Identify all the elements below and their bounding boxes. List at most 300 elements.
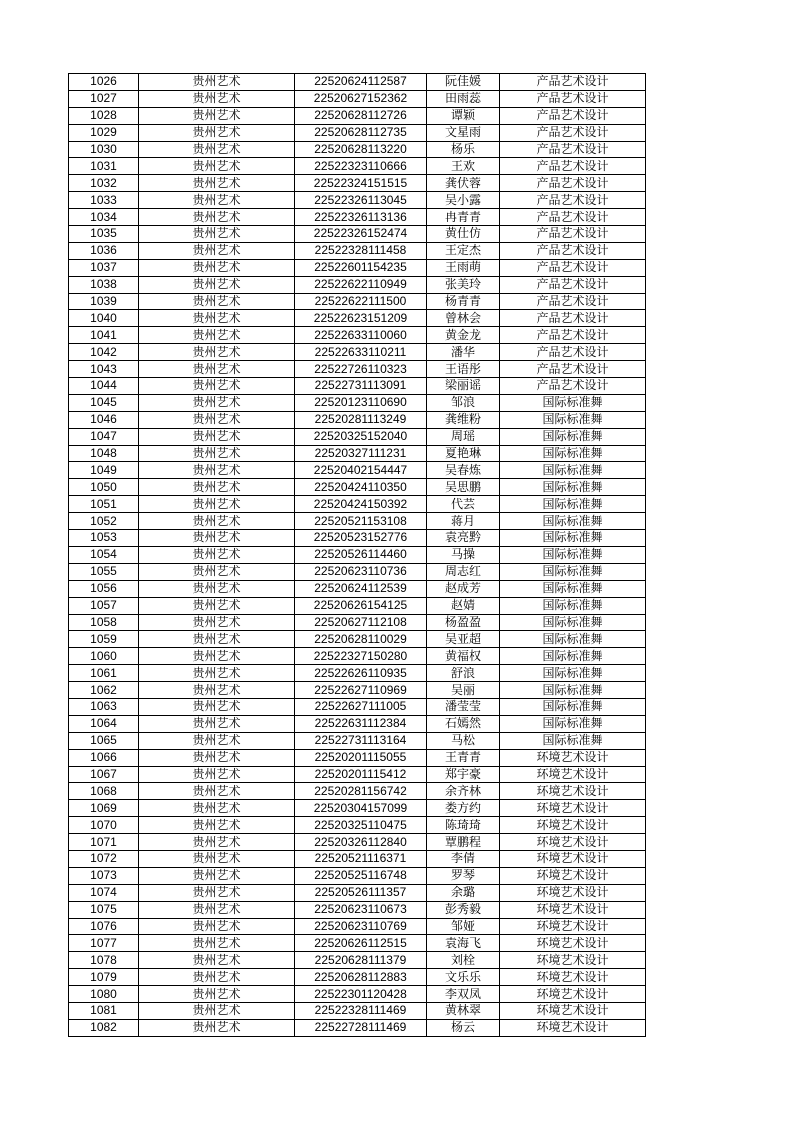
name-cell: 王青青 xyxy=(427,749,500,766)
exam-id-cell: 22520623110736 xyxy=(295,563,427,580)
name-cell: 邹娅 xyxy=(427,918,500,935)
table-row xyxy=(69,378,646,395)
exam-id-cell: 22520123110690 xyxy=(295,394,427,411)
table-row xyxy=(69,1019,646,1036)
exam-id-cell: 22520623110673 xyxy=(295,901,427,918)
school-cell: 贵州艺术 xyxy=(139,766,295,783)
serial-number-cell: 1033 xyxy=(69,192,139,209)
table-row xyxy=(69,276,646,293)
major-cell: 产品艺术设计 xyxy=(500,242,646,259)
school-cell: 贵州艺术 xyxy=(139,698,295,715)
school-cell: 贵州艺术 xyxy=(139,310,295,327)
exam-id-cell: 22522324151515 xyxy=(295,175,427,192)
table-row xyxy=(69,884,646,901)
major-cell: 环境艺术设计 xyxy=(500,935,646,952)
school-cell: 贵州艺术 xyxy=(139,800,295,817)
serial-number-cell: 1079 xyxy=(69,969,139,986)
school-cell: 贵州艺术 xyxy=(139,648,295,665)
school-cell: 贵州艺术 xyxy=(139,665,295,682)
name-cell: 王定杰 xyxy=(427,242,500,259)
table-row xyxy=(69,918,646,935)
table-row xyxy=(69,124,646,141)
serial-number-cell: 1035 xyxy=(69,226,139,243)
serial-number-cell: 1067 xyxy=(69,766,139,783)
serial-number-cell: 1071 xyxy=(69,834,139,851)
exam-id-cell: 22522633110211 xyxy=(295,344,427,361)
serial-number-cell: 1074 xyxy=(69,884,139,901)
name-cell: 文星雨 xyxy=(427,124,500,141)
serial-number-cell: 1031 xyxy=(69,158,139,175)
name-cell: 吴小露 xyxy=(427,192,500,209)
school-cell: 贵州艺术 xyxy=(139,986,295,1003)
major-cell: 国际标准舞 xyxy=(500,479,646,496)
serial-number-cell: 1061 xyxy=(69,665,139,682)
exam-id-cell: 22520525116748 xyxy=(295,867,427,884)
name-cell: 谭颖 xyxy=(427,107,500,124)
exam-id-cell: 22522726110323 xyxy=(295,361,427,378)
table-row xyxy=(69,513,646,530)
name-cell: 余璐 xyxy=(427,884,500,901)
name-cell: 阮佳媛 xyxy=(427,74,500,91)
table-row xyxy=(69,462,646,479)
serial-number-cell: 1073 xyxy=(69,867,139,884)
major-cell: 环境艺术设计 xyxy=(500,749,646,766)
table-row xyxy=(69,209,646,226)
school-cell: 贵州艺术 xyxy=(139,158,295,175)
table-row xyxy=(69,850,646,867)
major-cell: 国际标准舞 xyxy=(500,530,646,547)
name-cell: 吴思鹏 xyxy=(427,479,500,496)
serial-number-cell: 1065 xyxy=(69,732,139,749)
name-cell: 马操 xyxy=(427,546,500,563)
name-cell: 袁亮黔 xyxy=(427,530,500,547)
major-cell: 产品艺术设计 xyxy=(500,107,646,124)
school-cell: 贵州艺术 xyxy=(139,411,295,428)
school-cell: 贵州艺术 xyxy=(139,462,295,479)
serial-number-cell: 1043 xyxy=(69,361,139,378)
table-row xyxy=(69,952,646,969)
exam-id-cell: 22522728111469 xyxy=(295,1019,427,1036)
exam-id-cell: 22522622111500 xyxy=(295,293,427,310)
serial-number-cell: 1055 xyxy=(69,563,139,580)
school-cell: 贵州艺术 xyxy=(139,293,295,310)
serial-number-cell: 1057 xyxy=(69,597,139,614)
major-cell: 产品艺术设计 xyxy=(500,259,646,276)
major-cell: 国际标准舞 xyxy=(500,665,646,682)
name-cell: 郑宇豪 xyxy=(427,766,500,783)
major-cell: 环境艺术设计 xyxy=(500,783,646,800)
serial-number-cell: 1045 xyxy=(69,394,139,411)
serial-number-cell: 1029 xyxy=(69,124,139,141)
school-cell: 贵州艺术 xyxy=(139,192,295,209)
serial-number-cell: 1026 xyxy=(69,74,139,91)
serial-number-cell: 1032 xyxy=(69,175,139,192)
exam-id-cell: 22520526111357 xyxy=(295,884,427,901)
table-row xyxy=(69,986,646,1003)
school-cell: 贵州艺术 xyxy=(139,175,295,192)
name-cell: 赵成芳 xyxy=(427,580,500,597)
table-row xyxy=(69,732,646,749)
major-cell: 产品艺术设计 xyxy=(500,378,646,395)
table-row xyxy=(69,394,646,411)
exam-id-cell: 22520628110029 xyxy=(295,631,427,648)
name-cell: 罗琴 xyxy=(427,867,500,884)
serial-number-cell: 1037 xyxy=(69,259,139,276)
student-list-table xyxy=(68,73,646,1037)
table-row xyxy=(69,698,646,715)
serial-number-cell: 1072 xyxy=(69,850,139,867)
serial-number-cell: 1077 xyxy=(69,935,139,952)
major-cell: 环境艺术设计 xyxy=(500,766,646,783)
name-cell: 黄金龙 xyxy=(427,327,500,344)
major-cell: 环境艺术设计 xyxy=(500,850,646,867)
name-cell: 吴亚超 xyxy=(427,631,500,648)
school-cell: 贵州艺术 xyxy=(139,952,295,969)
school-cell: 贵州艺术 xyxy=(139,428,295,445)
table-row xyxy=(69,411,646,428)
major-cell: 产品艺术设计 xyxy=(500,124,646,141)
major-cell: 国际标准舞 xyxy=(500,648,646,665)
name-cell: 马松 xyxy=(427,732,500,749)
school-cell: 贵州艺术 xyxy=(139,394,295,411)
major-cell: 产品艺术设计 xyxy=(500,361,646,378)
name-cell: 杨青青 xyxy=(427,293,500,310)
major-cell: 产品艺术设计 xyxy=(500,158,646,175)
name-cell: 黄福权 xyxy=(427,648,500,665)
school-cell: 贵州艺术 xyxy=(139,124,295,141)
major-cell: 环境艺术设计 xyxy=(500,884,646,901)
exam-id-cell: 22520526114460 xyxy=(295,546,427,563)
major-cell: 国际标准舞 xyxy=(500,428,646,445)
exam-id-cell: 22520402154447 xyxy=(295,462,427,479)
serial-number-cell: 1082 xyxy=(69,1019,139,1036)
table-row xyxy=(69,361,646,378)
major-cell: 产品艺术设计 xyxy=(500,90,646,107)
school-cell: 贵州艺术 xyxy=(139,479,295,496)
name-cell: 文乐乐 xyxy=(427,969,500,986)
exam-id-cell: 22520624112539 xyxy=(295,580,427,597)
serial-number-cell: 1076 xyxy=(69,918,139,935)
name-cell: 潘华 xyxy=(427,344,500,361)
name-cell: 夏艳琳 xyxy=(427,445,500,462)
name-cell: 杨云 xyxy=(427,1019,500,1036)
school-cell: 贵州艺术 xyxy=(139,1002,295,1019)
school-cell: 贵州艺术 xyxy=(139,935,295,952)
exam-id-cell: 22520626154125 xyxy=(295,597,427,614)
name-cell: 代芸 xyxy=(427,496,500,513)
major-cell: 环境艺术设计 xyxy=(500,1002,646,1019)
school-cell: 贵州艺术 xyxy=(139,631,295,648)
exam-id-cell: 22520201115412 xyxy=(295,766,427,783)
major-cell: 国际标准舞 xyxy=(500,462,646,479)
serial-number-cell: 1039 xyxy=(69,293,139,310)
serial-number-cell: 1059 xyxy=(69,631,139,648)
name-cell: 娄方约 xyxy=(427,800,500,817)
major-cell: 环境艺术设计 xyxy=(500,1019,646,1036)
table-row xyxy=(69,479,646,496)
name-cell: 龚维粉 xyxy=(427,411,500,428)
table-row xyxy=(69,530,646,547)
major-cell: 产品艺术设计 xyxy=(500,293,646,310)
exam-id-cell: 22520281113249 xyxy=(295,411,427,428)
table-row xyxy=(69,293,646,310)
major-cell: 产品艺术设计 xyxy=(500,276,646,293)
exam-id-cell: 22522327150280 xyxy=(295,648,427,665)
name-cell: 曾林会 xyxy=(427,310,500,327)
exam-id-cell: 22520424110350 xyxy=(295,479,427,496)
exam-id-cell: 22520628111379 xyxy=(295,952,427,969)
serial-number-cell: 1069 xyxy=(69,800,139,817)
school-cell: 贵州艺术 xyxy=(139,1019,295,1036)
name-cell: 刘栓 xyxy=(427,952,500,969)
school-cell: 贵州艺术 xyxy=(139,90,295,107)
table-row xyxy=(69,74,646,91)
table-row xyxy=(69,834,646,851)
school-cell: 贵州艺术 xyxy=(139,445,295,462)
serial-number-cell: 1058 xyxy=(69,614,139,631)
major-cell: 产品艺术设计 xyxy=(500,344,646,361)
name-cell: 李倩 xyxy=(427,850,500,867)
table-row xyxy=(69,90,646,107)
major-cell: 国际标准舞 xyxy=(500,563,646,580)
name-cell: 覃鹏程 xyxy=(427,834,500,851)
table-row xyxy=(69,175,646,192)
table-row xyxy=(69,327,646,344)
school-cell: 贵州艺术 xyxy=(139,817,295,834)
major-cell: 环境艺术设计 xyxy=(500,800,646,817)
major-cell: 产品艺术设计 xyxy=(500,327,646,344)
serial-number-cell: 1053 xyxy=(69,530,139,547)
school-cell: 贵州艺术 xyxy=(139,732,295,749)
name-cell: 黄仕仿 xyxy=(427,226,500,243)
school-cell: 贵州艺术 xyxy=(139,327,295,344)
exam-id-cell: 22522626110935 xyxy=(295,665,427,682)
exam-id-cell: 22522328111469 xyxy=(295,1002,427,1019)
school-cell: 贵州艺术 xyxy=(139,850,295,867)
exam-id-cell: 22520281156742 xyxy=(295,783,427,800)
name-cell: 吴丽 xyxy=(427,682,500,699)
exam-id-cell: 22520325110475 xyxy=(295,817,427,834)
serial-number-cell: 1080 xyxy=(69,986,139,1003)
exam-id-cell: 22520627112108 xyxy=(295,614,427,631)
name-cell: 赵婧 xyxy=(427,597,500,614)
major-cell: 环境艺术设计 xyxy=(500,986,646,1003)
major-cell: 环境艺术设计 xyxy=(500,817,646,834)
school-cell: 贵州艺术 xyxy=(139,361,295,378)
table-row xyxy=(69,226,646,243)
major-cell: 环境艺术设计 xyxy=(500,969,646,986)
school-cell: 贵州艺术 xyxy=(139,969,295,986)
major-cell: 国际标准舞 xyxy=(500,394,646,411)
name-cell: 周志红 xyxy=(427,563,500,580)
school-cell: 贵州艺术 xyxy=(139,682,295,699)
name-cell: 龚伏蓉 xyxy=(427,175,500,192)
major-cell: 产品艺术设计 xyxy=(500,209,646,226)
school-cell: 贵州艺术 xyxy=(139,546,295,563)
school-cell: 贵州艺术 xyxy=(139,242,295,259)
table-row xyxy=(69,648,646,665)
name-cell: 袁海飞 xyxy=(427,935,500,952)
name-cell: 陈琦琦 xyxy=(427,817,500,834)
school-cell: 贵州艺术 xyxy=(139,563,295,580)
major-cell: 环境艺术设计 xyxy=(500,952,646,969)
exam-id-cell: 22522326113045 xyxy=(295,192,427,209)
exam-id-cell: 22520327111231 xyxy=(295,445,427,462)
serial-number-cell: 1034 xyxy=(69,209,139,226)
school-cell: 贵州艺术 xyxy=(139,715,295,732)
exam-id-cell: 22520424150392 xyxy=(295,496,427,513)
table-row xyxy=(69,631,646,648)
serial-number-cell: 1040 xyxy=(69,310,139,327)
school-cell: 贵州艺术 xyxy=(139,259,295,276)
exam-id-cell: 22522326113136 xyxy=(295,209,427,226)
serial-number-cell: 1063 xyxy=(69,698,139,715)
serial-number-cell: 1036 xyxy=(69,242,139,259)
major-cell: 产品艺术设计 xyxy=(500,74,646,91)
school-cell: 贵州艺术 xyxy=(139,918,295,935)
name-cell: 王语彤 xyxy=(427,361,500,378)
major-cell: 环境艺术设计 xyxy=(500,918,646,935)
name-cell: 邹浪 xyxy=(427,394,500,411)
school-cell: 贵州艺术 xyxy=(139,209,295,226)
exam-id-cell: 22520201115055 xyxy=(295,749,427,766)
serial-number-cell: 1030 xyxy=(69,141,139,158)
name-cell: 石嫣然 xyxy=(427,715,500,732)
exam-id-cell: 22520628112726 xyxy=(295,107,427,124)
school-cell: 贵州艺术 xyxy=(139,834,295,851)
major-cell: 环境艺术设计 xyxy=(500,901,646,918)
school-cell: 贵州艺术 xyxy=(139,276,295,293)
serial-number-cell: 1062 xyxy=(69,682,139,699)
serial-number-cell: 1075 xyxy=(69,901,139,918)
name-cell: 梁丽谣 xyxy=(427,378,500,395)
serial-number-cell: 1054 xyxy=(69,546,139,563)
serial-number-cell: 1038 xyxy=(69,276,139,293)
exam-id-cell: 22520623110769 xyxy=(295,918,427,935)
name-cell: 周瑶 xyxy=(427,428,500,445)
serial-number-cell: 1081 xyxy=(69,1002,139,1019)
school-cell: 贵州艺术 xyxy=(139,901,295,918)
serial-number-cell: 1048 xyxy=(69,445,139,462)
table-row xyxy=(69,715,646,732)
exam-id-cell: 22522323110666 xyxy=(295,158,427,175)
exam-id-cell: 22520626112515 xyxy=(295,935,427,952)
exam-id-cell: 22522328111458 xyxy=(295,242,427,259)
major-cell: 国际标准舞 xyxy=(500,580,646,597)
serial-number-cell: 1044 xyxy=(69,378,139,395)
serial-number-cell: 1052 xyxy=(69,513,139,530)
name-cell: 潘莹莹 xyxy=(427,698,500,715)
exam-id-cell: 22520325152040 xyxy=(295,428,427,445)
major-cell: 国际标准舞 xyxy=(500,445,646,462)
major-cell: 国际标准舞 xyxy=(500,614,646,631)
table-row xyxy=(69,867,646,884)
serial-number-cell: 1049 xyxy=(69,462,139,479)
serial-number-cell: 1056 xyxy=(69,580,139,597)
serial-number-cell: 1028 xyxy=(69,107,139,124)
table-row xyxy=(69,496,646,513)
table-row xyxy=(69,817,646,834)
name-cell: 蒋月 xyxy=(427,513,500,530)
table-row xyxy=(69,141,646,158)
school-cell: 贵州艺术 xyxy=(139,597,295,614)
exam-id-cell: 22522731113164 xyxy=(295,732,427,749)
exam-id-cell: 22522326152474 xyxy=(295,226,427,243)
exam-id-cell: 22520326112840 xyxy=(295,834,427,851)
school-cell: 贵州艺术 xyxy=(139,226,295,243)
major-cell: 国际标准舞 xyxy=(500,496,646,513)
table-row xyxy=(69,665,646,682)
major-cell: 产品艺术设计 xyxy=(500,192,646,209)
table-row xyxy=(69,749,646,766)
table-row xyxy=(69,445,646,462)
name-cell: 王欢 xyxy=(427,158,500,175)
table-row xyxy=(69,783,646,800)
table-row xyxy=(69,563,646,580)
exam-id-cell: 22522627110969 xyxy=(295,682,427,699)
school-cell: 贵州艺术 xyxy=(139,107,295,124)
major-cell: 国际标准舞 xyxy=(500,715,646,732)
table-row xyxy=(69,766,646,783)
major-cell: 环境艺术设计 xyxy=(500,834,646,851)
major-cell: 国际标准舞 xyxy=(500,732,646,749)
major-cell: 国际标准舞 xyxy=(500,698,646,715)
table-row xyxy=(69,682,646,699)
serial-number-cell: 1051 xyxy=(69,496,139,513)
serial-number-cell: 1078 xyxy=(69,952,139,969)
table-body xyxy=(69,74,646,1037)
major-cell: 产品艺术设计 xyxy=(500,310,646,327)
major-cell: 国际标准舞 xyxy=(500,597,646,614)
serial-number-cell: 1047 xyxy=(69,428,139,445)
exam-id-cell: 22522301120428 xyxy=(295,986,427,1003)
major-cell: 国际标准舞 xyxy=(500,513,646,530)
table-row xyxy=(69,614,646,631)
table-row xyxy=(69,107,646,124)
serial-number-cell: 1050 xyxy=(69,479,139,496)
table-row xyxy=(69,901,646,918)
school-cell: 贵州艺术 xyxy=(139,867,295,884)
name-cell: 田雨蕊 xyxy=(427,90,500,107)
major-cell: 国际标准舞 xyxy=(500,631,646,648)
serial-number-cell: 1042 xyxy=(69,344,139,361)
serial-number-cell: 1068 xyxy=(69,783,139,800)
exam-id-cell: 22520624112587 xyxy=(295,74,427,91)
name-cell: 王雨萌 xyxy=(427,259,500,276)
name-cell: 杨盈盈 xyxy=(427,614,500,631)
exam-id-cell: 22522731113091 xyxy=(295,378,427,395)
serial-number-cell: 1070 xyxy=(69,817,139,834)
school-cell: 贵州艺术 xyxy=(139,580,295,597)
school-cell: 贵州艺术 xyxy=(139,344,295,361)
exam-id-cell: 22520628113220 xyxy=(295,141,427,158)
serial-number-cell: 1060 xyxy=(69,648,139,665)
table-row xyxy=(69,428,646,445)
exam-id-cell: 22520523152776 xyxy=(295,530,427,547)
exam-id-cell: 22522601154235 xyxy=(295,259,427,276)
school-cell: 贵州艺术 xyxy=(139,783,295,800)
major-cell: 国际标准舞 xyxy=(500,546,646,563)
exam-id-cell: 22522623151209 xyxy=(295,310,427,327)
table-row xyxy=(69,1002,646,1019)
school-cell: 贵州艺术 xyxy=(139,884,295,901)
exam-id-cell: 22522627111005 xyxy=(295,698,427,715)
exam-id-cell: 22520521116371 xyxy=(295,850,427,867)
school-cell: 贵州艺术 xyxy=(139,513,295,530)
name-cell: 吴春炼 xyxy=(427,462,500,479)
name-cell: 张美玲 xyxy=(427,276,500,293)
table-row xyxy=(69,935,646,952)
